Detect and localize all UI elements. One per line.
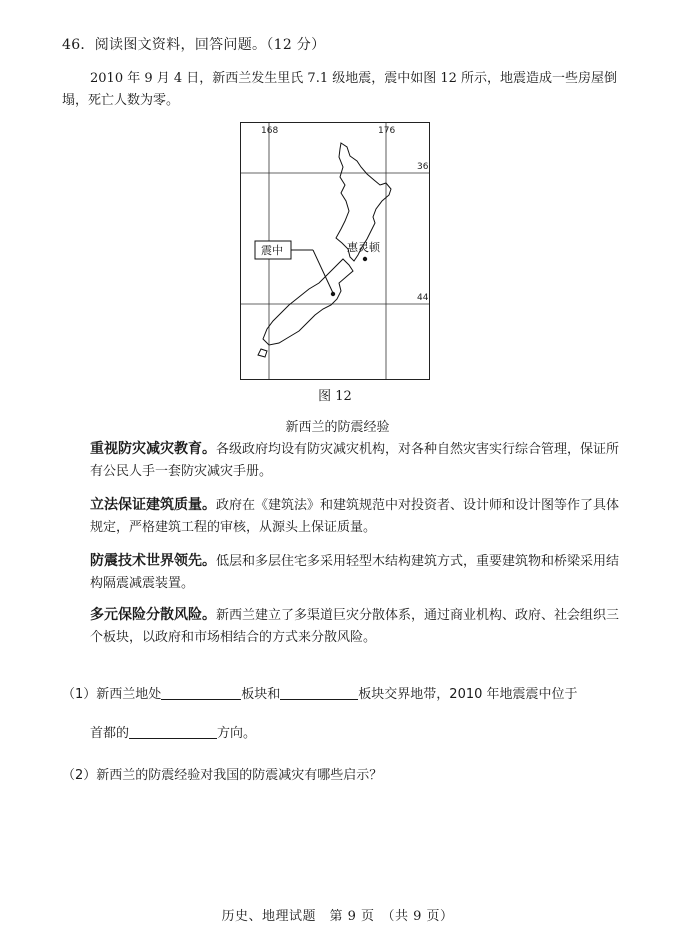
- experience-paragraph-3: [90, 550, 620, 595]
- q1-text-a: （1）新西兰地处: [62, 687, 162, 702]
- section-title: 新西兰的防震经验: [285, 420, 390, 435]
- q1-line2-text-b: 方向。: [217, 726, 257, 741]
- experience-paragraph-1: [90, 438, 620, 483]
- paragraph-lead: 重视防灾减灾教育。: [90, 441, 216, 457]
- q1-text-b: 板块和: [241, 687, 281, 702]
- paragraph-lead: 立法保证建筑质量。: [90, 497, 216, 513]
- paragraph-lead: 多元保险分散风险。: [90, 607, 216, 623]
- paragraph-body: 各级政府均设有防灾减灾机构，对各种自然灾害实行综合管理，保证所有公民人手一套防灾减灾手册。: [90, 442, 620, 479]
- stewart-island-shape: [258, 349, 267, 357]
- paragraph-body: 新西兰建立了多渠道巨灾分散体系，通过商业机构、政府、社会组织三个板块，以政府和市场相结合的方式来分散风险。: [90, 608, 620, 645]
- lon-label-168: 168: [261, 126, 279, 136]
- epicenter-label: 震中: [261, 244, 283, 257]
- sub-question-2: （2）新西兰的防震经验对我国的防震减灾有哪些启示？: [62, 768, 383, 783]
- map-svg: [241, 123, 429, 379]
- experience-paragraph-2: [90, 494, 620, 539]
- sub-question-1-line-2: [90, 722, 650, 741]
- paragraph-body: 政府在《建筑法》和建筑规范中对投资者、设计师和设计图等作了具体规定，严格建筑工程的审核，从源头上保证质量。: [90, 498, 620, 535]
- experience-paragraph-4: [90, 604, 620, 649]
- question-header: 46．阅读图文资料，回答问题。（12 分）: [62, 37, 326, 53]
- new-zealand-map: [240, 122, 430, 380]
- q1-text-c: 板块交界地带，2010 年地震震中位于: [358, 687, 578, 702]
- capital-label: 惠灵顿: [347, 241, 380, 254]
- lat-label-36: 36: [417, 162, 429, 172]
- paragraph-lead: 防震技术世界领先。: [90, 553, 216, 569]
- epicenter-dot: [331, 292, 335, 296]
- sub-question-1: [62, 683, 622, 702]
- q1-line2-text-a: 首都的: [90, 726, 130, 741]
- answer-blank-direction[interactable]: [129, 724, 217, 739]
- intro-paragraph: 2010 年 9 月 4 日，新西兰发生里氏 7.1 级地震，震中如图 12 所示，地震造成一些房屋倒塌，死亡人数为零。: [62, 71, 618, 108]
- lon-label-176: 176: [378, 126, 396, 136]
- answer-blank-plate-1[interactable]: [161, 685, 241, 700]
- page-footer: 历史、地理试题 第 9 页 （共 9 页）: [221, 909, 454, 924]
- lat-label-44: 44: [417, 293, 429, 303]
- paragraph-body: 低层和多层住宅多采用轻型木结构建筑方式，重要建筑物和桥梁采用结构隔震减震装置。: [90, 554, 620, 591]
- south-island-shape: [263, 259, 353, 345]
- answer-blank-plate-2[interactable]: [280, 685, 358, 700]
- capital-dot: [363, 257, 367, 261]
- figure-caption: 图 12: [318, 389, 352, 404]
